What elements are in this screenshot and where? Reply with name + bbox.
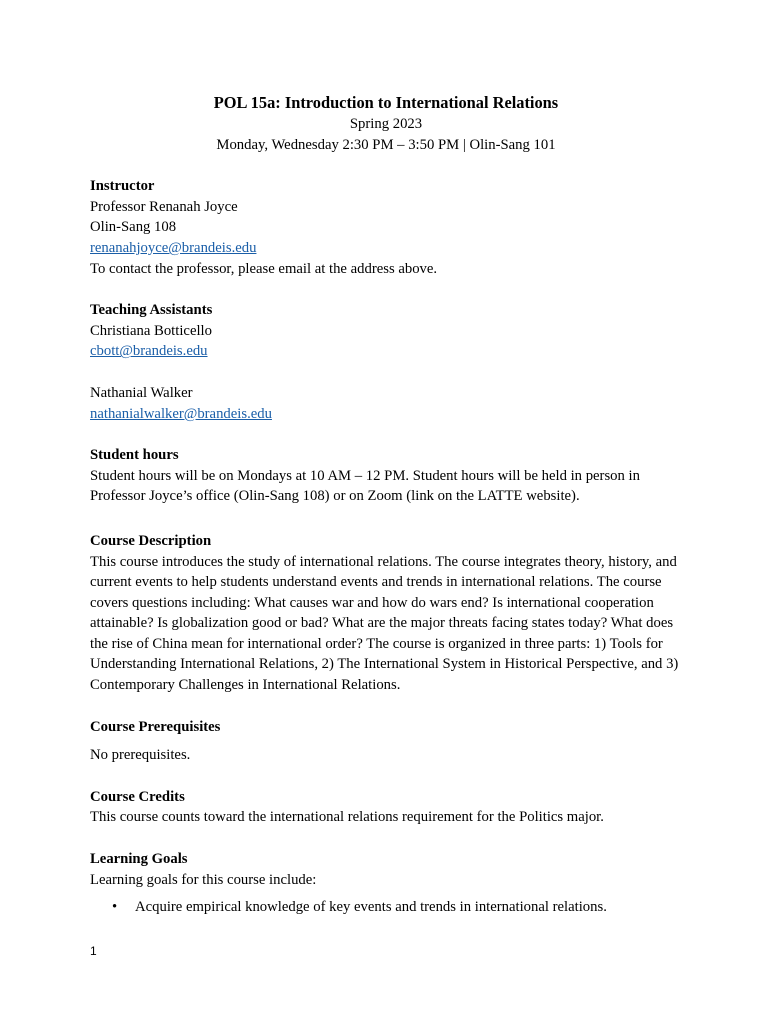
spacer bbox=[90, 279, 682, 300]
student-hours-heading: Student hours bbox=[90, 447, 179, 464]
spacer bbox=[90, 737, 682, 745]
learning-goal-text: Acquire empirical knowledge of key events and trends in international relations. bbox=[135, 899, 607, 916]
instructor-name: Professor Renanah Joyce bbox=[90, 198, 238, 215]
ta-name: Christiana Botticello bbox=[90, 322, 212, 339]
course-prerequisites-heading: Course Prerequisites bbox=[90, 718, 221, 735]
spacer bbox=[90, 696, 682, 717]
spacer bbox=[90, 424, 682, 445]
teaching-assistants-heading: Teaching Assistants bbox=[90, 302, 213, 319]
learning-goal-item bbox=[90, 897, 682, 918]
instructor-heading: Instructor bbox=[90, 178, 155, 195]
course-description-text: This course introduces the study of international relations. The course integrates theory, history, and current events to help students understand events and trends in international relations. The course covers questions including: What causes war and how do wars end? Is international cooperation attainable? Is globalization good or bad? What are the major threats facing states today? What does the rise of China mean for international order? The course is organized in three parts: 1) Tools for Understanding International Relations, 2) The International System in Historical Perspective, and 3) Contemporary Challenges in International Relations. bbox=[90, 553, 679, 694]
spacer bbox=[90, 766, 682, 787]
spacer bbox=[90, 362, 682, 383]
instructor-office: Olin-Sang 108 bbox=[90, 219, 177, 236]
learning-goals-list bbox=[90, 897, 682, 918]
learning-goals-intro: Learning goals for this course include: bbox=[90, 871, 317, 888]
spacer bbox=[90, 155, 682, 176]
learning-goals-heading: Learning Goals bbox=[90, 851, 188, 868]
course-prerequisites-text: No prerequisites. bbox=[90, 747, 191, 764]
student-hours-text: Student hours will be on Mondays at 10 AM – 12 PM. Student hours will be held in person in Professor Joyce’s office (Olin-Sang 108) or on Zoom (link on the LATTE website). bbox=[90, 467, 640, 505]
course-credits-text: This course counts toward the international relations requirement for the Politics major. bbox=[90, 809, 604, 826]
course-term: Spring 2023 bbox=[349, 116, 423, 132]
instructor-email-link[interactable]: renanahjoyce@brandeis.edu bbox=[90, 239, 257, 256]
ta-name: Nathanial Walker bbox=[90, 384, 193, 401]
ta-email-link[interactable]: cbott@brandeis.edu bbox=[90, 343, 208, 360]
course-schedule: Monday, Wednesday 2:30 PM – 3:50 PM | Olin-Sang 101 bbox=[216, 136, 556, 153]
course-credits-heading: Course Credits bbox=[90, 788, 185, 805]
syllabus-content bbox=[90, 92, 682, 918]
bullet-icon: • bbox=[112, 899, 118, 916]
course-title: POL 15a: Introduction to International Relations bbox=[213, 93, 559, 112]
spacer bbox=[90, 507, 682, 531]
spacer bbox=[90, 828, 682, 849]
instructor-contact-note: To contact the professor, please email at the address above. bbox=[90, 260, 438, 277]
course-description-heading: Course Description bbox=[90, 532, 212, 549]
ta-email-link[interactable]: nathanialwalker@brandeis.edu bbox=[90, 405, 272, 422]
page-number: 1 bbox=[90, 944, 97, 958]
